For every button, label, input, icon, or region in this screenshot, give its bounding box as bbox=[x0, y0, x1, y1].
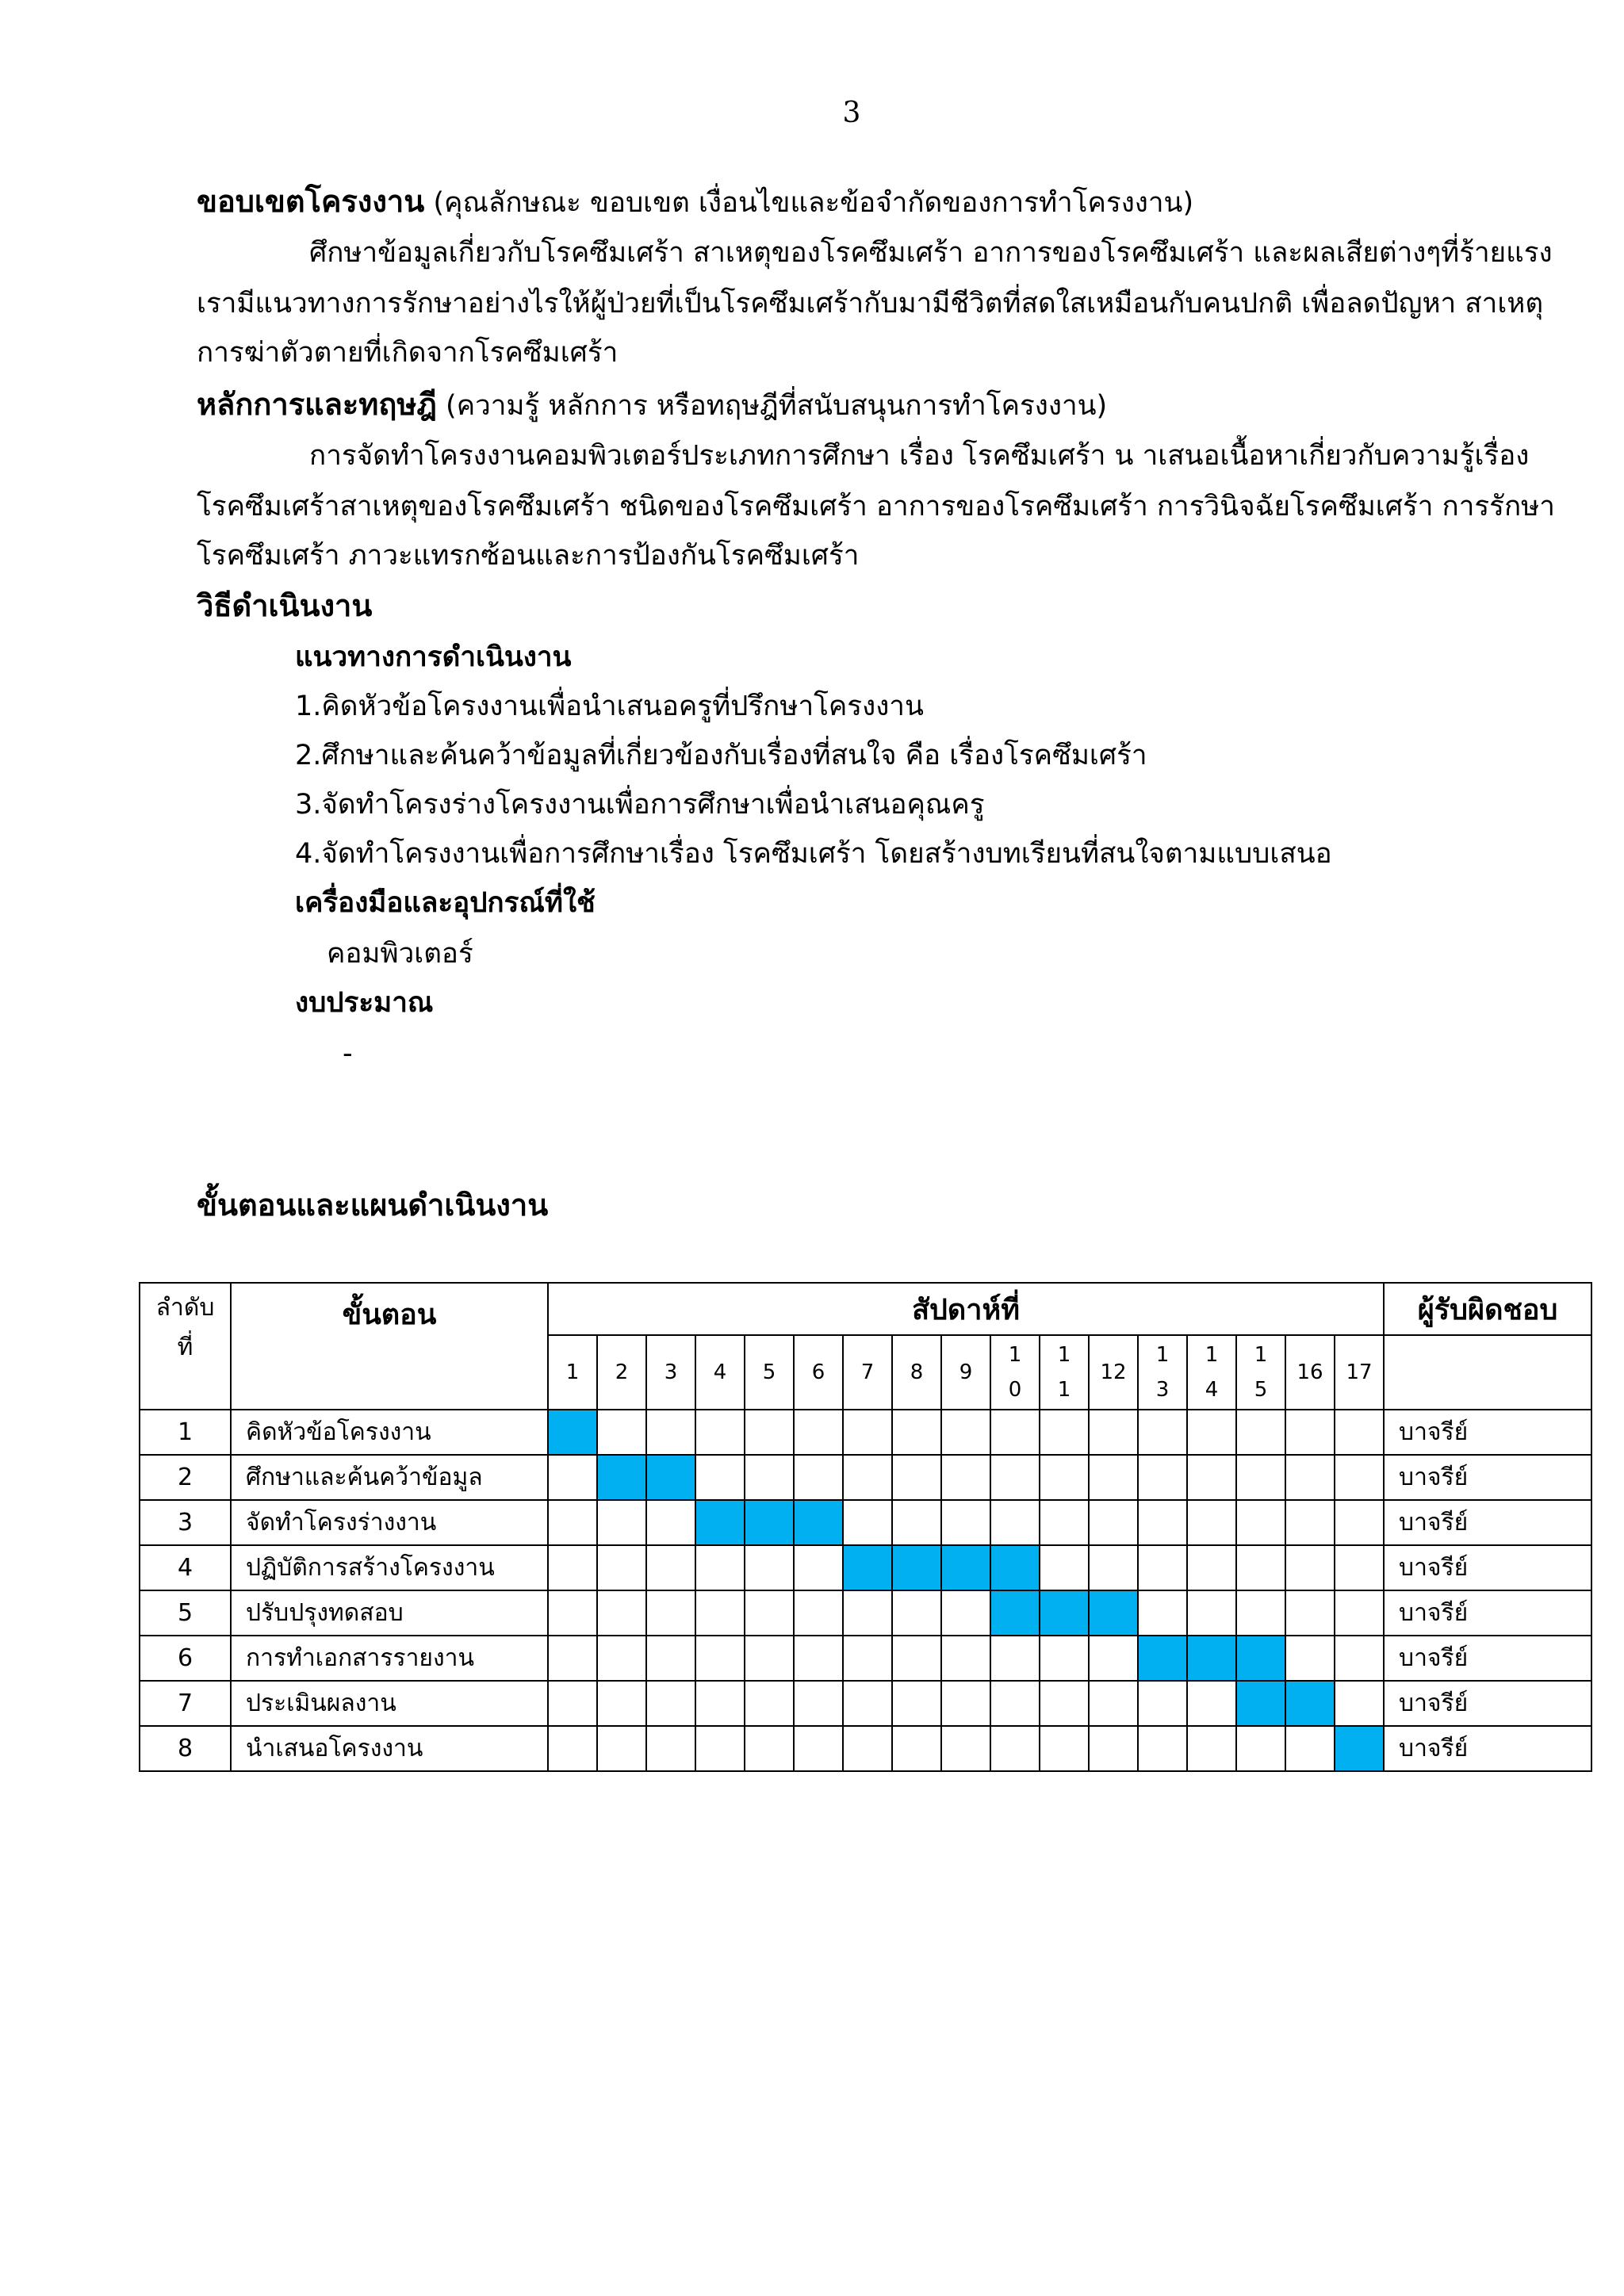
scope-note: (คุณลักษณะ ขอบเขต เงื่อนไขและข้อจำกัดของการทำโครงงาน) bbox=[433, 187, 1194, 219]
plan-heading: ขั้นตอนและแผนดำเนินงาน bbox=[197, 1188, 549, 1223]
page-number: 3 bbox=[842, 97, 861, 129]
gantt-empty-cell bbox=[1187, 1726, 1236, 1771]
week-header-8 bbox=[892, 1335, 941, 1410]
row-number: 2 bbox=[140, 1455, 231, 1500]
gantt-empty-cell bbox=[843, 1681, 892, 1726]
gantt-empty-cell bbox=[1040, 1410, 1089, 1455]
gantt-empty-cell bbox=[794, 1726, 843, 1771]
method-step-2: 2.ศึกษาและค้นคว้าข้อมูลที่เกี่ยวข้องกับเรื่องที่สนใจ คือ เรื่องโรคซึมเศร้า bbox=[295, 740, 1147, 771]
gantt-empty-cell bbox=[597, 1726, 646, 1771]
gantt-empty-cell bbox=[941, 1590, 990, 1636]
week-header-text: 4 bbox=[713, 1360, 727, 1384]
gantt-empty-cell bbox=[843, 1500, 892, 1545]
gantt-empty-cell bbox=[843, 1636, 892, 1681]
week-header-text: 0 bbox=[1008, 1378, 1022, 1402]
row-step: ปรับปรุงทดสอบ bbox=[231, 1590, 548, 1636]
week-header-text: 7 bbox=[860, 1360, 875, 1384]
gantt-bar-cell bbox=[745, 1500, 794, 1545]
gantt-empty-cell bbox=[1040, 1681, 1089, 1726]
gantt-empty-cell bbox=[1040, 1545, 1089, 1590]
theory-heading: หลักการและทฤษฎี bbox=[197, 387, 437, 422]
gantt-empty-cell bbox=[1335, 1545, 1384, 1590]
gantt-empty-cell bbox=[1285, 1455, 1335, 1500]
gantt-empty-cell bbox=[1040, 1726, 1089, 1771]
week-header-13 bbox=[1138, 1335, 1187, 1410]
week-header-text: 8 bbox=[910, 1360, 924, 1384]
gantt-empty-cell bbox=[1335, 1681, 1384, 1726]
gantt-bar-cell bbox=[695, 1500, 745, 1545]
theory-line-2: โรคซึมเศร้าสาเหตุของโรคซึมเศร้า ชนิดของโรคซึมเศร้า อาการของโรคซึมเศร้า การวินิจฉัยโรคซึมเศร้า การรักษา bbox=[197, 491, 1555, 522]
gantt-empty-cell bbox=[794, 1455, 843, 1500]
theory-note: (ความรู้ หลักการ หรือทฤษฎีที่สนับสนุนการทำโครงงาน) bbox=[446, 390, 1108, 422]
row-number: 6 bbox=[140, 1636, 231, 1681]
scope-line-3: การฆ่าตัวตายที่เกิดจากโรคซึมเศร้า bbox=[197, 337, 619, 369]
gantt-empty-cell bbox=[1040, 1636, 1089, 1681]
gantt-empty-cell bbox=[597, 1545, 646, 1590]
gantt-empty-cell bbox=[1040, 1500, 1089, 1545]
row-step: ศึกษาและค้นคว้าข้อมูล bbox=[231, 1455, 548, 1500]
gantt-empty-cell bbox=[941, 1726, 990, 1771]
gantt-empty-cell bbox=[941, 1500, 990, 1545]
gantt-bar-cell bbox=[1236, 1681, 1285, 1726]
gantt-empty-cell bbox=[1138, 1681, 1187, 1726]
gantt-empty-cell bbox=[745, 1455, 794, 1500]
method-step-4: 4.จัดทำโครงงานเพื่อการศึกษาเรื่อง โรคซึมเศร้า โดยสร้างบทเรียนที่สนใจตามแบบเสนอ bbox=[295, 838, 1332, 870]
gantt-bar-cell bbox=[1187, 1636, 1236, 1681]
gantt-empty-cell bbox=[1285, 1636, 1335, 1681]
budget-value: - bbox=[343, 1038, 353, 1070]
gantt-empty-cell bbox=[1285, 1500, 1335, 1545]
gantt-empty-cell bbox=[794, 1681, 843, 1726]
gantt-empty-cell bbox=[1138, 1410, 1187, 1455]
method-step-1: 1.คิดหัวข้อโครงงานเพื่อนำเสนอครูที่ปรึกษาโครงงาน bbox=[295, 691, 924, 722]
gantt-empty-cell bbox=[990, 1636, 1040, 1681]
row-responsible: บาจรีย์ bbox=[1384, 1726, 1591, 1771]
gantt-empty-cell bbox=[745, 1410, 794, 1455]
gantt-empty-cell bbox=[892, 1410, 941, 1455]
gantt-empty-cell bbox=[990, 1455, 1040, 1500]
gantt-empty-cell bbox=[794, 1636, 843, 1681]
tools-heading: เครื่องมือและอุปกรณ์ที่ใช้ bbox=[295, 887, 596, 919]
table-row bbox=[140, 1590, 1591, 1636]
gantt-empty-cell bbox=[1138, 1455, 1187, 1500]
week-header-text: 1 bbox=[1008, 1343, 1022, 1367]
gantt-empty-cell bbox=[794, 1410, 843, 1455]
method-heading: วิธีดำเนินงาน bbox=[197, 588, 373, 623]
gantt-empty-cell bbox=[1089, 1681, 1138, 1726]
gantt-empty-cell bbox=[990, 1726, 1040, 1771]
gantt-empty-cell bbox=[1335, 1636, 1384, 1681]
gantt-bar-cell bbox=[1236, 1636, 1285, 1681]
week-header-text: 5 bbox=[762, 1360, 776, 1384]
gantt-empty-cell bbox=[1089, 1726, 1138, 1771]
table-row bbox=[140, 1636, 1591, 1681]
gantt-empty-cell bbox=[1335, 1455, 1384, 1500]
week-header-text: 2 bbox=[615, 1360, 629, 1384]
gantt-bar-cell bbox=[990, 1545, 1040, 1590]
row-number: 1 bbox=[140, 1410, 231, 1455]
gantt-empty-cell bbox=[695, 1681, 745, 1726]
gantt-empty-cell bbox=[1285, 1410, 1335, 1455]
gantt-empty-cell bbox=[1285, 1726, 1335, 1771]
row-step: ปฏิบัติการสร้างโครงงาน bbox=[231, 1545, 548, 1590]
gantt-empty-cell bbox=[892, 1726, 941, 1771]
week-header-text: 1 bbox=[1057, 1343, 1071, 1367]
plan-table bbox=[139, 1282, 1592, 1772]
gantt-bar-cell bbox=[1040, 1590, 1089, 1636]
gantt-empty-cell bbox=[597, 1500, 646, 1545]
row-number: 8 bbox=[140, 1726, 231, 1771]
gantt-empty-cell bbox=[941, 1455, 990, 1500]
row-step: คิดหัวข้อโครงงาน bbox=[231, 1410, 548, 1455]
week-header-14 bbox=[1187, 1335, 1236, 1410]
gantt-empty-cell bbox=[1089, 1636, 1138, 1681]
week-header-5 bbox=[745, 1335, 794, 1410]
week-header-2 bbox=[597, 1335, 646, 1410]
gantt-empty-cell bbox=[1236, 1726, 1285, 1771]
week-header-11 bbox=[1040, 1335, 1089, 1410]
gantt-empty-cell bbox=[548, 1545, 597, 1590]
gantt-empty-cell bbox=[695, 1455, 745, 1500]
row-responsible: บาจรีย์ bbox=[1384, 1590, 1591, 1636]
row-responsible: บาจรีย์ bbox=[1384, 1500, 1591, 1545]
gantt-empty-cell bbox=[548, 1636, 597, 1681]
gantt-empty-cell bbox=[745, 1681, 794, 1726]
gantt-bar-cell bbox=[1089, 1590, 1138, 1636]
week-header-text: 1 bbox=[1205, 1343, 1219, 1367]
gantt-empty-cell bbox=[1335, 1410, 1384, 1455]
gantt-empty-cell bbox=[548, 1590, 597, 1636]
gantt-empty-cell bbox=[1335, 1590, 1384, 1636]
week-header-text: 1 bbox=[565, 1360, 580, 1384]
week-header-text: 12 bbox=[1100, 1360, 1127, 1384]
gantt-empty-cell bbox=[1138, 1726, 1187, 1771]
row-responsible: บาจรีย์ bbox=[1384, 1455, 1591, 1500]
gantt-empty-cell bbox=[695, 1590, 745, 1636]
week-header-6 bbox=[794, 1335, 843, 1410]
gantt-empty-cell bbox=[597, 1590, 646, 1636]
gantt-empty-cell bbox=[646, 1410, 695, 1455]
table-row bbox=[140, 1455, 1591, 1500]
scope-line-1: ศึกษาข้อมูลเกี่ยวกับโรคซึมเศร้า สาเหตุของโรคซึมเศร้า อาการของโรคซึมเศร้า และผลเสียต่างๆที่ร้ายแรง bbox=[309, 237, 1553, 269]
gantt-empty-cell bbox=[695, 1410, 745, 1455]
gantt-empty-cell bbox=[548, 1500, 597, 1545]
budget-heading: งบประมาณ bbox=[295, 987, 434, 1019]
gantt-empty-cell bbox=[941, 1636, 990, 1681]
row-number: 5 bbox=[140, 1590, 231, 1636]
gantt-empty-cell bbox=[990, 1500, 1040, 1545]
gantt-empty-cell bbox=[597, 1636, 646, 1681]
scope-heading: ขอบเขตโครงงาน bbox=[197, 184, 425, 219]
week-header-4 bbox=[695, 1335, 745, 1410]
gantt-empty-cell bbox=[745, 1590, 794, 1636]
gantt-empty-cell bbox=[1138, 1590, 1187, 1636]
scope-line-2: เรามีแนวทางการรักษาอย่างไรให้ผู้ป่วยที่เป็นโรคซึมเศร้ากับมามีชีวิตที่สดใสเหมือนกับคนปกติ เพื่อลดปัญหา สาเหตุ bbox=[197, 288, 1544, 320]
gantt-empty-cell bbox=[646, 1500, 695, 1545]
gantt-empty-cell bbox=[548, 1681, 597, 1726]
row-responsible: บาจรีย์ bbox=[1384, 1636, 1591, 1681]
week-header-text: 1 bbox=[1254, 1343, 1268, 1367]
scope-heading-line bbox=[197, 184, 1193, 220]
gantt-empty-cell bbox=[1138, 1545, 1187, 1590]
tools-value: คอมพิวเตอร์ bbox=[327, 938, 473, 970]
gantt-empty-cell bbox=[745, 1545, 794, 1590]
gantt-empty-cell bbox=[646, 1681, 695, 1726]
gantt-empty-cell bbox=[1187, 1681, 1236, 1726]
gantt-empty-cell bbox=[941, 1410, 990, 1455]
gantt-empty-cell bbox=[1236, 1500, 1285, 1545]
gantt-empty-cell bbox=[1236, 1590, 1285, 1636]
gantt-empty-cell bbox=[892, 1455, 941, 1500]
gantt-empty-cell bbox=[597, 1410, 646, 1455]
week-header-text: 1 bbox=[1155, 1343, 1170, 1367]
week-header-text: 6 bbox=[811, 1360, 825, 1384]
col-responsible-header: ผู้รับผิดชอบ bbox=[1384, 1283, 1591, 1335]
week-header-9 bbox=[941, 1335, 990, 1410]
gantt-empty-cell bbox=[1187, 1410, 1236, 1455]
gantt-empty-cell bbox=[1236, 1455, 1285, 1500]
week-header-text: 17 bbox=[1346, 1360, 1373, 1384]
gantt-empty-cell bbox=[843, 1726, 892, 1771]
gantt-empty-cell bbox=[597, 1681, 646, 1726]
gantt-empty-cell bbox=[1089, 1410, 1138, 1455]
gantt-empty-cell bbox=[646, 1590, 695, 1636]
row-responsible: บาจรีย์ bbox=[1384, 1545, 1591, 1590]
table-row bbox=[140, 1545, 1591, 1590]
gantt-empty-cell bbox=[1236, 1545, 1285, 1590]
gantt-bar-cell bbox=[1285, 1681, 1335, 1726]
gantt-empty-cell bbox=[695, 1726, 745, 1771]
week-header-text: 5 bbox=[1254, 1378, 1268, 1402]
gantt-empty-cell bbox=[1040, 1455, 1089, 1500]
gantt-empty-cell bbox=[646, 1636, 695, 1681]
gantt-bar-cell bbox=[1335, 1726, 1384, 1771]
gantt-empty-cell bbox=[745, 1636, 794, 1681]
theory-line-3: โรคซึมเศร้า ภาวะแทรกซ้อนและการป้องกันโรคซึมเศร้า bbox=[197, 540, 860, 572]
gantt-empty-cell bbox=[548, 1455, 597, 1500]
gantt-empty-cell bbox=[646, 1545, 695, 1590]
col-order-line2: ที่ bbox=[177, 1334, 193, 1361]
gantt-empty-cell bbox=[843, 1410, 892, 1455]
row-number: 4 bbox=[140, 1545, 231, 1590]
theory-heading-line bbox=[197, 387, 1107, 423]
week-header-text: 16 bbox=[1297, 1360, 1323, 1384]
row-step: การทำเอกสารรายงาน bbox=[231, 1636, 548, 1681]
row-responsible: บาจรีย์ bbox=[1384, 1681, 1591, 1726]
gantt-bar-cell bbox=[843, 1545, 892, 1590]
gantt-empty-cell bbox=[990, 1681, 1040, 1726]
gantt-empty-cell bbox=[1089, 1545, 1138, 1590]
gantt-empty-cell bbox=[1285, 1590, 1335, 1636]
gantt-empty-cell bbox=[1138, 1500, 1187, 1545]
gantt-empty-cell bbox=[892, 1681, 941, 1726]
gantt-empty-cell bbox=[695, 1636, 745, 1681]
gantt-bar-cell bbox=[548, 1410, 597, 1455]
table-row bbox=[140, 1726, 1591, 1771]
gantt-empty-cell bbox=[1089, 1500, 1138, 1545]
week-header-15 bbox=[1236, 1335, 1285, 1410]
gantt-bar-cell bbox=[892, 1545, 941, 1590]
week-header-16 bbox=[1285, 1335, 1335, 1410]
gantt-empty-cell bbox=[843, 1455, 892, 1500]
gantt-empty-cell bbox=[794, 1545, 843, 1590]
gantt-empty-cell bbox=[1187, 1545, 1236, 1590]
week-header-10 bbox=[990, 1335, 1040, 1410]
gantt-empty-cell bbox=[646, 1726, 695, 1771]
week-header-text: 4 bbox=[1205, 1378, 1219, 1402]
gantt-empty-cell bbox=[1187, 1500, 1236, 1545]
gantt-empty-cell bbox=[1089, 1455, 1138, 1500]
gantt-bar-cell bbox=[941, 1545, 990, 1590]
gantt-bar-cell bbox=[1138, 1636, 1187, 1681]
gantt-bar-cell bbox=[646, 1455, 695, 1500]
table-row bbox=[140, 1500, 1591, 1545]
row-responsible: บาจรีย์ bbox=[1384, 1410, 1591, 1455]
gantt-empty-cell bbox=[1187, 1590, 1236, 1636]
row-number: 7 bbox=[140, 1681, 231, 1726]
gantt-empty-cell bbox=[1335, 1500, 1384, 1545]
gantt-empty-cell bbox=[794, 1590, 843, 1636]
week-header-text: 9 bbox=[959, 1360, 973, 1384]
responsible-header-blank bbox=[1384, 1335, 1591, 1410]
method-step-3: 3.จัดทำโครงร่างโครงงานเพื่อการศึกษาเพื่อนำเสนอคุณครู bbox=[295, 789, 985, 821]
row-step: จัดทำโครงร่างงาน bbox=[231, 1500, 548, 1545]
gantt-empty-cell bbox=[892, 1636, 941, 1681]
week-header-12 bbox=[1089, 1335, 1138, 1410]
gantt-empty-cell bbox=[745, 1726, 794, 1771]
gantt-bar-cell bbox=[794, 1500, 843, 1545]
gantt-bar-cell bbox=[990, 1590, 1040, 1636]
gantt-empty-cell bbox=[892, 1590, 941, 1636]
col-order-line1: ลำดับ bbox=[155, 1294, 215, 1322]
theory-line-1: การจัดทำโครงงานคอมพิวเตอร์ประเภทการศึกษา เรื่อง โรคซึมเศร้า น าเสนอเนื้อหาเกี่ยวกับความรู้เรื่อง bbox=[309, 440, 1530, 472]
week-header-3 bbox=[646, 1335, 695, 1410]
gantt-empty-cell bbox=[1285, 1545, 1335, 1590]
row-step: นำเสนอโครงงาน bbox=[231, 1726, 548, 1771]
week-header-7 bbox=[843, 1335, 892, 1410]
plan-body bbox=[140, 1410, 1591, 1771]
week-header-1 bbox=[548, 1335, 597, 1410]
week-header-text: 1 bbox=[1057, 1378, 1071, 1402]
gantt-empty-cell bbox=[1187, 1455, 1236, 1500]
gantt-empty-cell bbox=[990, 1410, 1040, 1455]
gantt-empty-cell bbox=[892, 1500, 941, 1545]
approach-heading: แนวทางการดำเนินงาน bbox=[295, 641, 572, 673]
table-row bbox=[140, 1410, 1591, 1455]
col-step-header: ขั้นตอน bbox=[231, 1283, 548, 1410]
row-number: 3 bbox=[140, 1500, 231, 1545]
col-week-header: สัปดาห์ที่ bbox=[548, 1283, 1384, 1335]
gantt-bar-cell bbox=[597, 1455, 646, 1500]
gantt-empty-cell bbox=[548, 1726, 597, 1771]
week-header-text: 3 bbox=[1155, 1378, 1170, 1402]
gantt-empty-cell bbox=[941, 1681, 990, 1726]
week-header-17 bbox=[1335, 1335, 1384, 1410]
gantt-empty-cell bbox=[695, 1545, 745, 1590]
week-header-text: 3 bbox=[664, 1360, 678, 1384]
gantt-empty-cell bbox=[1236, 1410, 1285, 1455]
col-order-header bbox=[140, 1283, 231, 1410]
gantt-empty-cell bbox=[843, 1590, 892, 1636]
row-step: ประเมินผลงาน bbox=[231, 1681, 548, 1726]
table-row bbox=[140, 1681, 1591, 1726]
